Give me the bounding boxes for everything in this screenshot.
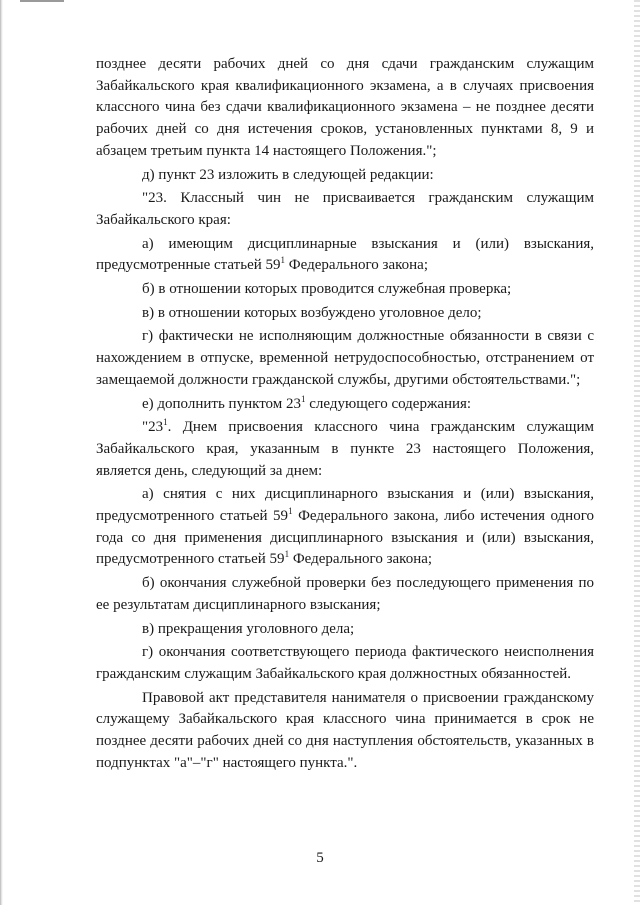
paragraph-subitem-v: в) в отношении которых возбуждено уголовное дело; <box>142 304 482 321</box>
scan-top-mark <box>20 0 64 2</box>
text-run: е) дополнить пунктом 23 <box>142 395 302 412</box>
text-run: . Днем присвоения классного чина гражданским служащим Забайкальского края, указанным в пункте 23 настоящего Положения, является день, следующий за днем: <box>96 419 594 479</box>
paragraph-subitem-a <box>96 234 594 277</box>
superscript: 1 <box>280 255 286 266</box>
paragraph-subitem-b-2: б) окончания служебной проверки без последующего применения по ее результатам дисциплинарного взыскания; <box>96 575 594 613</box>
superscript: 1 <box>163 417 168 428</box>
text-run: Федерального закона; <box>289 551 433 568</box>
text-run: а) снятия с них дисциплинарного взыскания и (или) взыскания, предусмотренного статьей 59 <box>96 486 594 525</box>
paragraph-item-d: д) пункт 23 изложить в следующей редакции: <box>142 166 434 183</box>
scan-right-edge <box>634 0 640 905</box>
page-number: 5 <box>316 850 324 866</box>
superscript: 1 <box>301 393 306 404</box>
paragraph-legal-act: Правовой акт представителя нанимателя о присвоении гражданскому служащему Забайкальского края классного чина принимается в срок не позднее десяти рабочих дней со дня наступления обстоятельств, указанных в подпунктах "а"–"г" настоящего пункта.". <box>96 689 594 771</box>
text-run: а) имеющим дисциплинарные взыскания и (или) взыскания, предусмотренные статьей 59 <box>96 235 594 274</box>
scan-left-edge <box>0 0 3 905</box>
superscript: 1 <box>288 506 293 517</box>
document-page <box>96 54 594 775</box>
text-run: Федерального закона, либо истечения одного года со дня применения дисциплинарного взыскания и (или) взыскания, предусмотренного статьей 59 <box>96 508 594 568</box>
text-run: следующего содержания: <box>305 395 472 412</box>
text-run: Федерального закона; <box>285 257 428 274</box>
paragraph-subitem-b: б) в отношении которых проводится служебная проверка; <box>142 281 512 298</box>
paragraph-point-23: "23. Классный чин не присваивается гражданским служащим Забайкальского края: <box>96 190 594 228</box>
paragraph-item-e <box>96 394 594 416</box>
paragraph-subitem-g: г) фактически не исполняющим должностные обязанности в связи с нахождением в отпуске, временной нетрудоспособностью, отстранением от замещаемой должности гражданской службы, другими обстоятельствами."; <box>96 328 594 388</box>
paragraph-subitem-v-2: в) прекращения уголовного дела; <box>142 620 355 637</box>
paragraph-subitem-a-2 <box>96 484 594 571</box>
paragraph-subitem-g-2: г) окончания соответствующего периода фактического неисполнения гражданским служащим Забайкальского края должностных обязанностей. <box>96 644 594 682</box>
paragraph-point-23-1 <box>96 417 594 482</box>
superscript: 1 <box>284 549 290 560</box>
paragraph-continuation: позднее десяти рабочих дней со дня сдачи гражданским служащим Забайкальского края квалификационного экзамена, а в случаях присвоения классного чина без сдачи квалификационного экзамена – не позднее десяти рабочих дней со дня истечения сроков, установленных пунктами 8, 9 и абзацем третьим пункта 14 настоящего Положения."; <box>96 56 594 159</box>
text-run: "23 <box>142 419 164 436</box>
